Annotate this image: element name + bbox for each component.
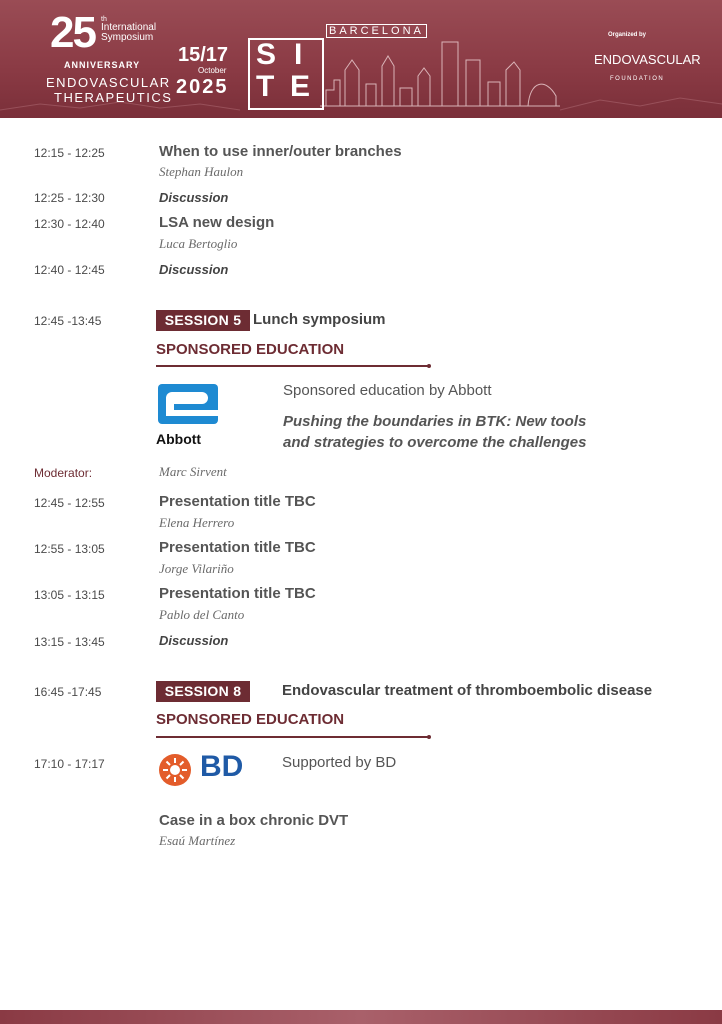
discussion-label: Discussion bbox=[159, 190, 229, 205]
bd-logo-icon bbox=[158, 752, 194, 788]
anniversary-th: th bbox=[101, 16, 107, 23]
moderator-label: Moderator: bbox=[34, 466, 93, 480]
session-time: 16:45 -17:45 bbox=[34, 685, 102, 699]
talk-title: Presentation title TBC bbox=[159, 585, 316, 602]
speaker-name: Pablo del Canto bbox=[159, 607, 245, 622]
sponsored-talk-title bbox=[283, 411, 586, 453]
organizer-subtitle: FOUNDATION bbox=[610, 76, 665, 82]
section-rule bbox=[156, 365, 428, 367]
rule-dot bbox=[427, 735, 431, 739]
moderator-name: Marc Sirvent bbox=[159, 464, 227, 479]
abbott-logo-text: Abbott bbox=[156, 431, 202, 447]
time-slot: 12:45 - 12:55 bbox=[34, 496, 105, 510]
speaker-name: Elena Herrero bbox=[159, 515, 235, 530]
talk-title: Case in a box chronic DVT bbox=[159, 812, 349, 829]
symposium-line2: Symposium bbox=[101, 32, 154, 43]
session-title: Lunch symposium bbox=[253, 311, 386, 328]
time-slot: 12:15 - 12:25 bbox=[34, 146, 105, 160]
sponsor-line: Sponsored education by Abbott bbox=[283, 382, 492, 399]
time-slot: 12:40 - 12:45 bbox=[34, 263, 105, 277]
sponsored-talk-title-line2: and strategies to overcome the challenges bbox=[283, 434, 587, 451]
sponsored-talk-title-line1: Pushing the boundaries in BTK: New tools bbox=[283, 413, 587, 430]
rule-dot bbox=[427, 364, 431, 368]
endovascular-label: ENDOVASCULAR bbox=[46, 75, 171, 90]
time-slot: 12:25 - 12:30 bbox=[34, 191, 105, 205]
section-rule bbox=[156, 736, 428, 738]
anniversary-label: ANNIVERSARY bbox=[64, 60, 141, 70]
symposium-line1: International bbox=[101, 22, 157, 33]
speaker-name: Stephan Haulon bbox=[159, 164, 244, 179]
site-letter-t: T bbox=[256, 70, 275, 103]
site-letter-e: E bbox=[290, 70, 311, 103]
time-slot: 17:10 - 17:17 bbox=[34, 757, 105, 771]
talk-title: LSA new design bbox=[159, 214, 275, 231]
time-slot: 12:55 - 13:05 bbox=[34, 542, 105, 556]
bd-logo-text: BD bbox=[200, 750, 244, 783]
session-badge: SESSION 5 bbox=[156, 310, 250, 331]
abbott-logo bbox=[156, 382, 226, 447]
organized-by-label: Organized by bbox=[608, 32, 647, 38]
site-letter-s: S bbox=[256, 38, 277, 71]
speaker-name: Jorge Vilariño bbox=[159, 561, 234, 576]
anniversary-number: 25 bbox=[50, 8, 95, 57]
session-title: Endovascular treatment of thromboembolic disease bbox=[282, 682, 653, 699]
session-time: 12:45 -13:45 bbox=[34, 314, 102, 328]
sponsored-education-label: SPONSORED EDUCATION bbox=[156, 341, 345, 358]
therapeutics-label: THERAPEUTICS bbox=[54, 90, 173, 105]
footer-banner bbox=[0, 1010, 722, 1024]
speaker-name: Luca Bertoglio bbox=[159, 236, 238, 251]
event-month: October bbox=[198, 66, 227, 75]
symposium-label bbox=[101, 23, 156, 43]
talk-title: Presentation title TBC bbox=[159, 539, 316, 556]
site-logo bbox=[248, 38, 324, 110]
sponsor-line: Supported by BD bbox=[282, 754, 397, 771]
time-slot: 12:30 - 12:40 bbox=[34, 217, 105, 231]
event-dates: 15/17 bbox=[178, 44, 229, 66]
sponsored-education-label: SPONSORED EDUCATION bbox=[156, 711, 345, 728]
time-slot: 13:15 - 13:45 bbox=[34, 635, 105, 649]
discussion-label: Discussion bbox=[159, 262, 229, 277]
session-badge: SESSION 8 bbox=[156, 681, 250, 702]
bd-logo bbox=[158, 752, 250, 788]
city-label: BARCELONA bbox=[326, 24, 427, 38]
site-letter-i: I bbox=[294, 38, 303, 71]
organizer-name: ENDOVASCULAR bbox=[594, 52, 701, 67]
header-banner bbox=[0, 0, 722, 118]
discussion-label: Discussion bbox=[159, 633, 229, 648]
talk-title: Presentation title TBC bbox=[159, 493, 316, 510]
abbott-logo-icon bbox=[156, 382, 222, 424]
time-slot: 13:05 - 13:15 bbox=[34, 588, 105, 602]
speaker-name: Esaú Martínez bbox=[159, 833, 236, 848]
talk-title: When to use inner/outer branches bbox=[159, 143, 402, 160]
event-year: 2025 bbox=[176, 76, 229, 98]
